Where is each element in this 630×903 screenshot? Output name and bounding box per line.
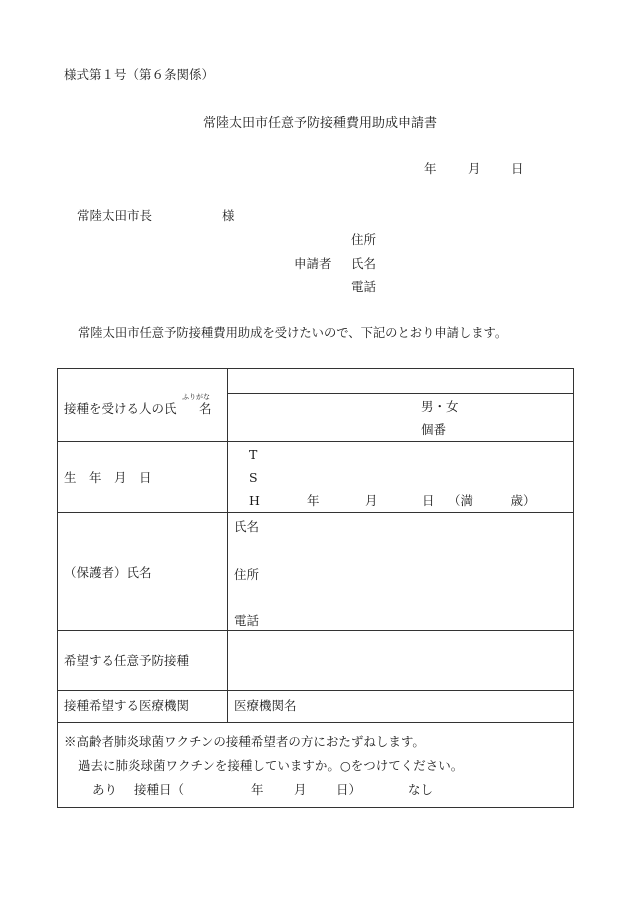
pneumo-date-label: 接種日（ — [134, 782, 185, 797]
recipient-label-name-char: 名 — [199, 401, 212, 416]
applicant-name-label: 氏名 — [351, 256, 377, 271]
birth-month-label: 月 — [365, 493, 378, 508]
furigana-divider — [228, 393, 573, 394]
facility-label: 接種希望する医療機関 — [64, 698, 190, 713]
id-number-label: 個番 — [421, 422, 447, 437]
form-title: 常陸太田市任意予防接種費用助成申請書 — [203, 116, 438, 131]
pneumo-day-label: 日） — [336, 782, 362, 797]
birth-year-label: 年 — [307, 493, 320, 508]
recipient-label: 接種を受ける人の氏 — [64, 401, 177, 416]
pneumo-no-option[interactable]: なし — [408, 782, 434, 797]
pneumo-month-label: 月 — [294, 782, 307, 797]
pneumo-row — [58, 723, 574, 808]
applicant-phone-label: 電話 — [351, 279, 377, 294]
guardian-row — [58, 513, 574, 631]
facility-name-label: 医療機関名 — [234, 698, 297, 713]
date-year-label: 年 — [424, 161, 437, 176]
pneumo-yes-option[interactable]: あり — [92, 782, 118, 797]
birth-label-cell — [58, 442, 228, 513]
facility-label-cell — [58, 691, 228, 723]
date-day-label: 日 — [511, 161, 524, 176]
facility-row — [58, 691, 574, 723]
vaccine-label: 希望する任意予防接種 — [64, 653, 190, 668]
birth-day-label: 日 — [422, 493, 435, 508]
era-heisei[interactable]: H — [249, 493, 260, 508]
pneumo-year-label: 年 — [251, 782, 264, 797]
era-showa[interactable]: S — [249, 470, 258, 485]
birth-value-cell — [228, 442, 574, 513]
vaccine-label-cell — [58, 631, 228, 691]
intro-text: 常陸太田市任意予防接種費用助成を受けたいので、下記のとおり申請します。 — [78, 326, 508, 340]
recipient-value-cell — [228, 369, 574, 442]
guardian-value-cell — [228, 513, 574, 631]
recipient-row — [58, 369, 574, 442]
era-taisho[interactable]: T — [249, 447, 258, 462]
applicant-address-label: 住所 — [351, 232, 377, 247]
recipient-label-cell — [58, 369, 228, 442]
guardian-name-label: 氏名 — [234, 519, 260, 534]
guardian-address-label: 住所 — [234, 567, 260, 582]
pneumo-cell — [58, 723, 574, 808]
furigana-label: ふりがな — [182, 393, 210, 401]
application-table — [57, 368, 574, 808]
date-month-label: 月 — [468, 161, 481, 176]
vaccine-row — [58, 631, 574, 691]
guardian-phone-label: 電話 — [234, 613, 260, 628]
pneumo-question-line1: ※高齢者肺炎球菌ワクチンの接種希望者の方におたずねします。 — [64, 734, 425, 749]
pneumo-question-line2: 過去に肺炎球菌ワクチンを接種していますか。○をつけてください。 — [78, 758, 464, 773]
age-label: （満 歳） — [448, 493, 536, 508]
form-number: 様式第１号（第６条関係） — [64, 67, 215, 82]
guardian-label: （保護者）氏名 — [64, 565, 152, 580]
birth-row — [58, 442, 574, 513]
applicant-label: 申請者 — [294, 256, 332, 271]
addressee-name: 常陸太田市長 — [77, 208, 153, 223]
guardian-label-cell — [58, 513, 228, 631]
facility-value-cell[interactable] — [228, 691, 574, 723]
sex-choice[interactable]: 男・女 — [421, 399, 459, 414]
addressee-honorific: 様 — [222, 208, 235, 223]
vaccine-value-cell[interactable] — [228, 631, 574, 691]
birth-label: 生 年 月 日 — [64, 470, 152, 485]
